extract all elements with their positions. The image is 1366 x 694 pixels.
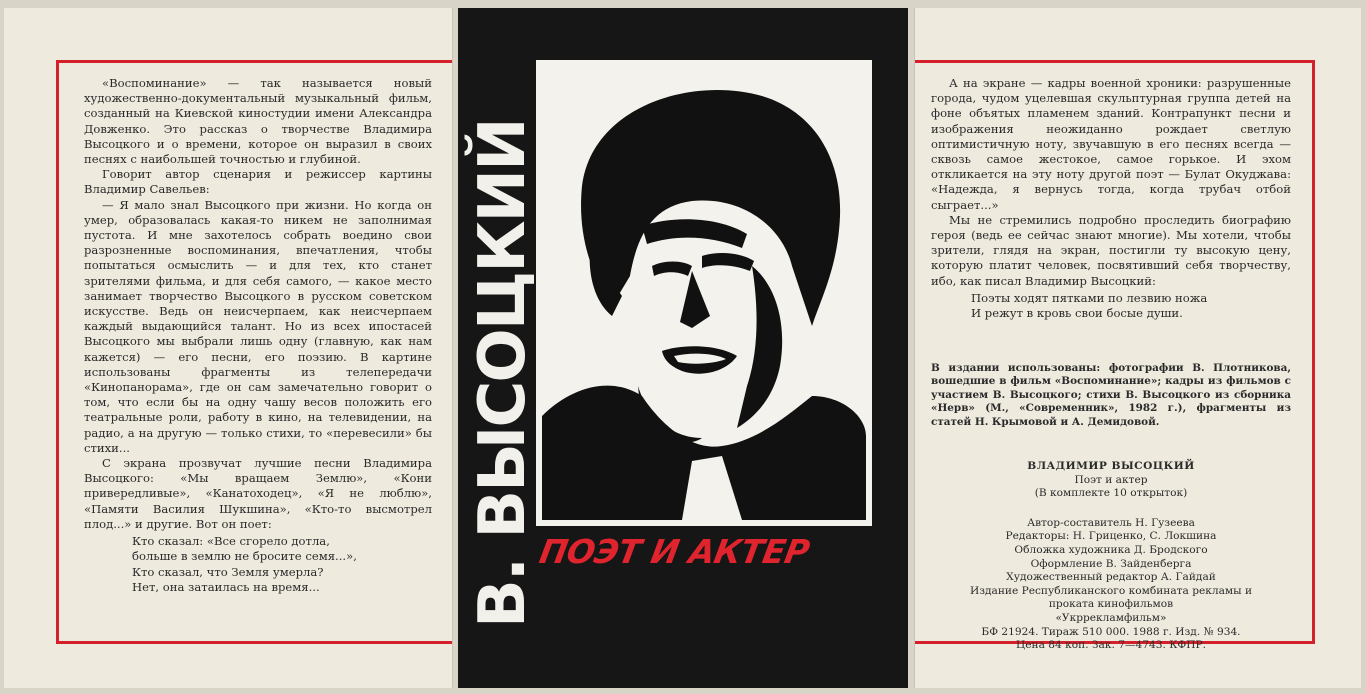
poem-line: больше в землю не бросите семя...», (132, 549, 357, 564)
poem-line: Кто сказал: «Все сгорело дотла, (132, 534, 330, 549)
red-border-left (56, 60, 59, 644)
portrait-frame (536, 60, 872, 526)
credit-line: Автор-составитель Н. Гузеева (1027, 516, 1195, 529)
cover-panel (458, 8, 908, 688)
book-title: ВЛАДИМИР ВЫСОЦКИЙ (1027, 460, 1195, 472)
poem-line: И режут в кровь свои босые души. (971, 306, 1183, 321)
left-paragraph: «Воспоминание» — так называется новый художественно-документальный музыкальный фильм, созданный на Киевской киностудии имени Александра Довженко. Это рассказ о творчестве Владимира Высоцкого и о времени, которое он выразил в своих песнях с наибольшей точностью и глубиной. (84, 76, 432, 167)
red-border-right (1312, 60, 1315, 644)
credit-line: Оформление В. Зайденберга (1030, 557, 1192, 570)
credit-line: БФ 21924. Тираж 510 000. 1988 г. Изд. № 934. (981, 625, 1241, 638)
cover-title: В. ВЫСОЦКИЙ (466, 119, 540, 628)
right-fold-panel (914, 8, 1361, 688)
credit-line: «Укррекламфильм» (1055, 611, 1167, 624)
portrait-photo (542, 66, 866, 520)
poem-line: Поэты ходят пятками по лезвию ножа (971, 290, 1208, 305)
left-paragraph: Говорит автор сценария и режиссер картины Владимир Савельев: (84, 167, 432, 197)
red-border-bottom (56, 641, 452, 644)
right-paragraph: Мы не стремились подробно проследить биографию героя (ведь ее сейчас знают многие). Мы хотели, чтобы зрители, глядя на экран, постигли ту высокую цену, которую платит человек, посвятивший себя творчеству, ибо, как писал Владимир Высоцкий: (931, 212, 1291, 288)
credit-line: проката кинофильмов (1048, 598, 1174, 611)
red-border-top (56, 60, 452, 63)
credit-line: Обложка художника Д. Бродского (1014, 543, 1208, 556)
credit-line: Редакторы: Н. Гриценко, С. Локшина (1005, 530, 1217, 543)
right-text-block (931, 76, 1291, 321)
portrait-image (542, 66, 866, 520)
left-paragraph: С экрана прозвучат лучшие песни Владимира Высоцкого: «Мы вращаем Землю», «Кони привередливые», «Канатоходец», «Я не люблю», «Памяти Василия Шукшина», «Кто-то высмотрел плод...» и другие. Вот он поет: (84, 456, 432, 531)
set-note: (В комплекте 10 открыток) (1034, 487, 1188, 500)
credit-line: Издание Республиканского комбината рекламы и (969, 584, 1253, 597)
credit-line: Художественный редактор А. Гайдай (1006, 571, 1216, 584)
right-poem (931, 291, 1291, 321)
left-poem (84, 534, 432, 595)
left-text-block (84, 76, 432, 595)
right-paragraph: А на экране — кадры военной хроники: разрушенные города, чудом уцелевшая скульптурная группа детей на фоне объятых пламенем зданий. Контрапункт песни и изображения неожиданно рождает светлую оптимистичную ноту, звучавшую в его песнях всегда — сквозь самое жестокое, самое горькое. И эхом откликается на эту ноту другой поэт — Булат Окуджава: «Надежда, я вернусь тогда, когда трубач отбой сыграет...» (931, 76, 1291, 212)
poem-line: Нет, она затаилась на время... (132, 579, 320, 594)
poem-line: Кто сказал, что Земля умерла? (132, 564, 324, 579)
book-subtitle: Поэт и актер (1074, 473, 1148, 486)
imprint-block (931, 460, 1291, 653)
red-border-top (915, 60, 1315, 63)
credit-line: Цена 84 коп. Зак. 7—4743. КФПР. (1016, 639, 1206, 652)
sources-note: В издании использованы: фотографии В. Плотникова, вошедшие в фильм «Воспоминание»; кадры из фильмов с участием В. Высоцкого; стихи В. Высоцкого из сборника «Нерв» (М., «Современник», 1982 г.), фрагменты из статей Н. Крымовой и А. Демидовой. (931, 362, 1291, 428)
cover-subtitle: ПОЭТ И АКТЕР (536, 532, 813, 571)
left-fold-panel (4, 8, 453, 688)
left-paragraph: — Я мало знал Высоцкого при жизни. Но когда он умер, образовалась какая-то никем не заполнимая пустота. И мне захотелось собрать воедино свои разрозненные воспоминания, впечатления, чтобы попытаться осмыслить — и для тех, кто станет зрителями фильма, и для себя самого, — какое место занимает творчество Высоцкого в русском советском искусстве. Ведь он неисчерпаем, как неисчерпаем каждый выдающийся талант. Но из всех ипостасей Высоцкого мы выбрали лишь одну (главную, как нам кажется) — его песни, его поэзию. В картине использованы фрагменты из телепередачи «Кинопанорама», где он сам замечательно говорит о том, что если бы на одну чашу весов положить его театральные роли, работу в кино, на телевидении, на радио, а на другую — только стихи, то «перевесили» бы стихи... (84, 197, 432, 455)
